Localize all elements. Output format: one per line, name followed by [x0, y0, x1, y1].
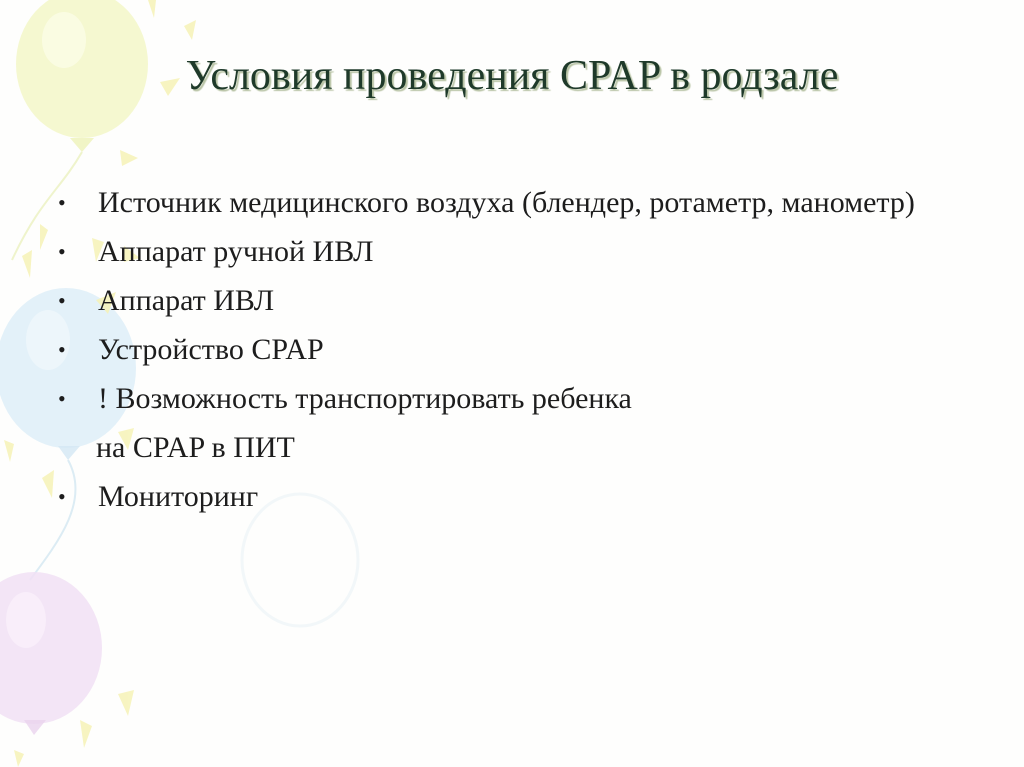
bullet-mark: • — [58, 484, 66, 509]
bullet-list — [56, 184, 936, 527]
list-item — [56, 184, 936, 222]
list-item — [56, 429, 936, 467]
list-item — [56, 331, 936, 369]
bullet-mark: • — [58, 239, 66, 264]
list-item — [56, 233, 936, 271]
list-item-text: Источник медицинского воздуха (блендер, ротаметр, манометр) — [98, 186, 915, 219]
list-item-text: Аппарат ИВЛ — [98, 284, 275, 317]
bullet-mark: • — [58, 288, 66, 313]
list-item-text: Мониторинг — [98, 480, 259, 513]
list-item — [56, 478, 936, 516]
slide-title: Условия проведения CPAP в родзале — [185, 53, 839, 99]
bullet-mark: • — [58, 337, 66, 362]
list-item-text: Устройство CPAP — [98, 333, 324, 366]
list-item — [56, 380, 936, 418]
list-item-text: на CPAP в ПИТ — [96, 431, 295, 464]
list-item — [56, 282, 936, 320]
bullet-mark: • — [58, 190, 66, 215]
list-item-text: ! Возможность транспортировать ребенка — [98, 382, 632, 415]
bullet-mark: • — [58, 386, 66, 411]
list-item-text: Аппарат ручной ИВЛ — [98, 235, 374, 268]
